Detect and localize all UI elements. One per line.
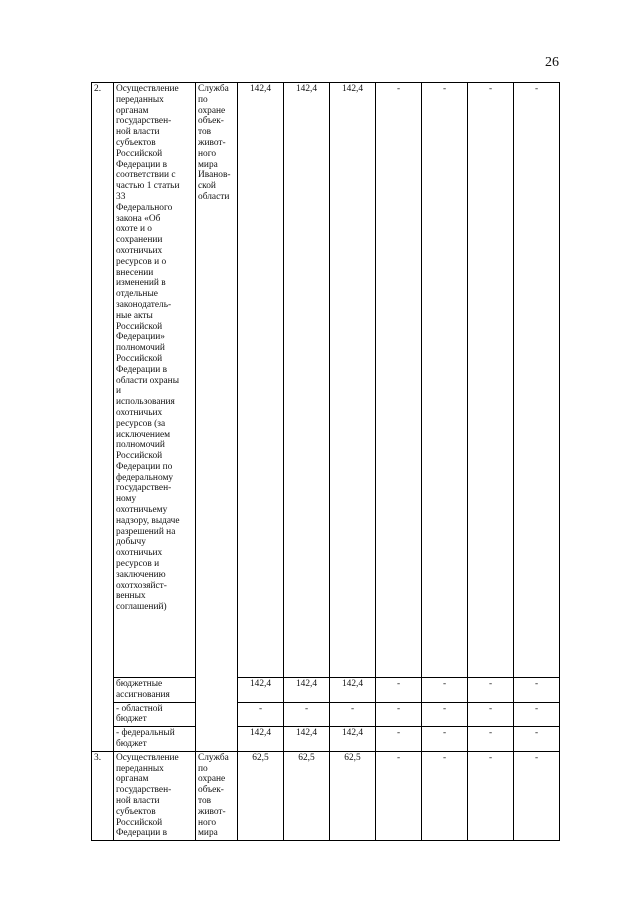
- value-cell: -: [238, 702, 284, 727]
- measure-name: Осуществление переданных органам государствен- ной власти субъектов Российской Федерации в соответствии с частью 1 статьи 33 Федерального закона «Об охоте и о сохранении охотничьих ресурсов и о внесении изменений в отдельные законодатель- ные акты Российской Федерации» полномочий Российской Федерации в области охраны и использования охотничьих ресурсов (за исключением полномочий Российской Федерации по федеральному государствен- ному охотничьему надзору, выдаче разрешений на добычу охотничьих ресурсов и заключению охотхозяйст- венных соглашений): [114, 83, 196, 678]
- value-cell: -: [514, 727, 560, 752]
- table-row: [92, 83, 560, 678]
- value-cell: 142,4: [238, 678, 284, 703]
- value-cell: -: [468, 678, 514, 703]
- value-cell: 142,4: [284, 83, 330, 678]
- page-number: 26: [545, 55, 559, 70]
- agency-name: Служба по охране объек- тов живот- ного мира Иванов- ской области: [196, 83, 238, 752]
- value-cell: -: [422, 727, 468, 752]
- value-cell: 142,4: [238, 83, 284, 678]
- value-cell: -: [376, 751, 422, 840]
- value-cell: 142,4: [330, 83, 376, 678]
- value-cell: -: [376, 727, 422, 752]
- value-cell: -: [514, 83, 560, 678]
- value-cell: -: [468, 751, 514, 840]
- value-cell: -: [514, 702, 560, 727]
- value-cell: -: [330, 702, 376, 727]
- value-cell: -: [514, 678, 560, 703]
- value-cell: -: [468, 83, 514, 678]
- value-cell: -: [422, 83, 468, 678]
- value-cell: -: [284, 702, 330, 727]
- measure-name: Осуществление переданных органам государствен- ной власти субъектов Российской Федерации в: [114, 751, 196, 840]
- value-cell: 142,4: [284, 678, 330, 703]
- subrow-label: бюджетные ассигнования: [114, 678, 196, 703]
- value-cell: -: [514, 751, 560, 840]
- value-cell: -: [468, 727, 514, 752]
- subrow-label: - областной бюджет: [114, 702, 196, 727]
- value-cell: -: [422, 751, 468, 840]
- value-cell: -: [376, 83, 422, 678]
- value-cell: 62,5: [284, 751, 330, 840]
- row-number: 3.: [92, 751, 114, 840]
- value-cell: 142,4: [238, 727, 284, 752]
- value-cell: 142,4: [284, 727, 330, 752]
- value-cell: 62,5: [238, 751, 284, 840]
- row-number: 2.: [92, 83, 114, 752]
- budget-table: [91, 82, 560, 841]
- table-row: [92, 751, 560, 840]
- table-row: [92, 702, 560, 727]
- agency-name: Служба по охране объек- тов живот- ного мира: [196, 751, 238, 840]
- value-cell: -: [422, 702, 468, 727]
- table-row: [92, 727, 560, 752]
- value-cell: 142,4: [330, 678, 376, 703]
- value-cell: -: [422, 678, 468, 703]
- value-cell: -: [376, 702, 422, 727]
- value-cell: 62,5: [330, 751, 376, 840]
- subrow-label: - федеральный бюджет: [114, 727, 196, 752]
- value-cell: -: [468, 702, 514, 727]
- table-row: [92, 678, 560, 703]
- value-cell: -: [376, 678, 422, 703]
- value-cell: 142,4: [330, 727, 376, 752]
